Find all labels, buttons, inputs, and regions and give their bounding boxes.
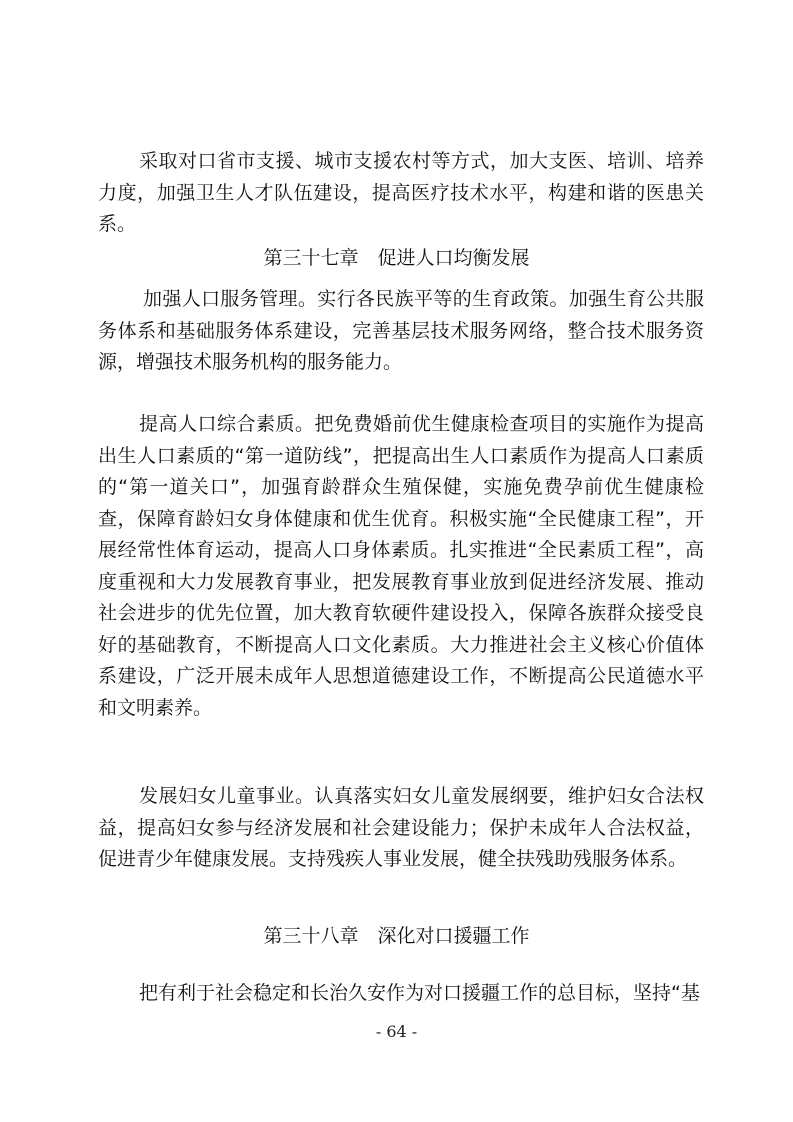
paragraph-population-service: 加强人口服务管理。实行各民族平等的生育政策。加强生育公共服务体系和基础服务体系建设，完善基层技术服务网络，整合技术服务资源，增强技术服务机构的服务能力。 bbox=[98, 288, 704, 373]
paragraph-women-children: 发展妇女儿童事业。认真落实妇女儿童发展纲要，维护妇女合法权益，提高妇女参与经济发展和社会建设能力；保护未成年人合法权益，促进青少年健康发展。支持残疾人事业发展，健全扶残助残服务体系。 bbox=[98, 785, 704, 870]
paragraph-xinjiang-aid: 把有利于社会稳定和长治久安作为对口援疆工作的总目标，坚持“基 bbox=[139, 982, 700, 1004]
chapter-37-heading: 第三十七章 促进人口均衡发展 bbox=[263, 247, 530, 269]
page-number: - 64 - bbox=[375, 1022, 418, 1041]
paragraph-medical-support: 采取对口省市支援、城市支援农村等方式，加大支医、培训、培养力度，加强卫生人才队伍建设，提高医疗技术水平，构建和谐的医患关系。 bbox=[98, 150, 704, 235]
paragraph-population-quality: 提高人口综合素质。把免费婚前优生健康检查项目的实施作为提高出生人口素质的“第一道防线”，把提高出生人口素质作为提高人口素质的“第一道关口”，加强育龄群众生殖保健，实施免费孕前优生健康检查，保障育龄妇女身体健康和优生优育。积极实施“全民健康工程”，开展经常性体育运动，提高人口身体素质。扎实推进“全民素质工程”，高度重视和大力发展教育事业，把发展教育事业放到促进经济发展、推动社会进步的优先位置，加大教育软硬件建设投入，保障各族群众接受良好的基础教育，不断提高人口文化素质。大力推进社会主义核心价值体系建设，广泛开展未成年人思想道德建设工作，不断提高公民道德水平和文明素养。 bbox=[98, 413, 704, 719]
chapter-38-heading: 第三十八章 深化对口援疆工作 bbox=[263, 925, 530, 947]
